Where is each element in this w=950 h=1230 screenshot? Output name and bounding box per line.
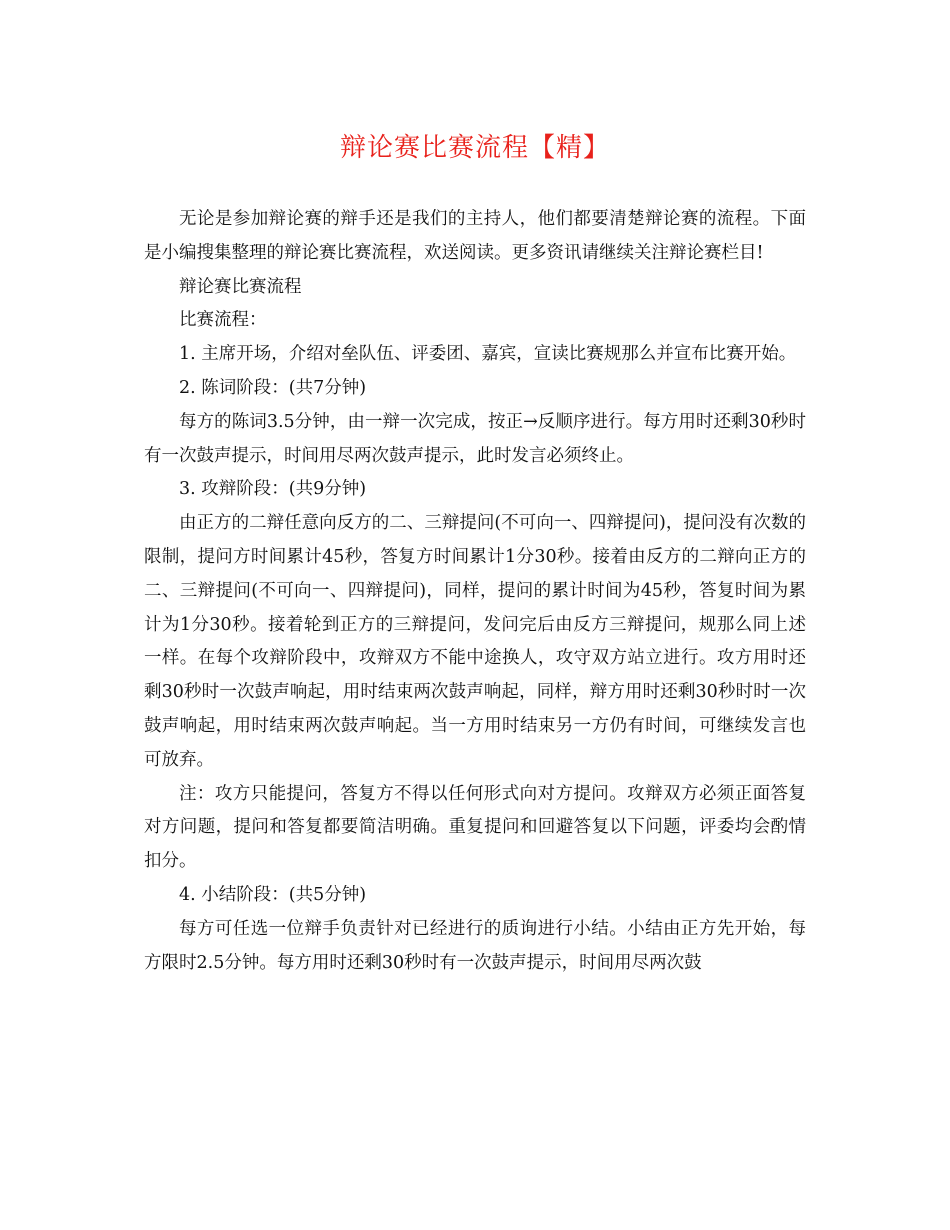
paragraph-step-2-heading: 2. 陈词阶段：(共7分钟) [179,377,367,398]
paragraph-note: 注：攻方只能提问，答复方不得以任何形式向对方提问。攻辩双方必须正面答复对方问题，提问和答复都要简洁明确。重复提问和回避答复以下问题，评委均会酌情扣分。 [144,783,806,872]
document-body [144,203,806,980]
paragraph-step-4-heading: 4. 小结阶段：(共5分钟) [179,884,367,905]
paragraph-step-1: 1. 主席开场，介绍对垒队伍、评委团、嘉宾，宣读比赛规那么并宣布比赛开始。 [179,344,797,365]
paragraph-heading: 辩论赛比赛流程 [179,276,302,297]
paragraph-intro: 无论是参加辩论赛的辩手还是我们的主持人，他们都要清楚辩论赛的流程。下面是小编搜集整理的辩论赛比赛流程，欢送阅读。更多资讯请继续关注辩论赛栏目! [144,209,806,263]
paragraph-step-3-heading: 3. 攻辩阶段：(共9分钟) [179,479,367,500]
paragraph-step-3-body: 由正方的二辩任意向反方的二、三辩提问(不可向一、四辩提问)，提问没有次数的限制，提问方时间累计45秒，答复方时间累计1分30秒。接着由反方的二辩向正方的二、三辩提问(不可向一、四辩提问)，同样，提问的累计时间为45秒，答复时间为累计为1分30秒。接着轮到正方的三辩提问，发问完后由反方三辩提问，规那么同上述一样。在每个攻辩阶段中，攻辩双方不能中途换人，攻守双方站立进行。攻方用时还剩30秒时一次鼓声响起，用时结束两次鼓声响起，同样，辩方用时还剩30秒时时一次鼓声响起，用时结束两次鼓声响起。当一方用时结束另一方仍有时间，可继续发言也可放弃。 [144,513,806,770]
document-title: 辩论赛比赛流程【精】 [339,133,610,163]
paragraph-process-label: 比赛流程： [179,310,267,331]
paragraph-step-2-body: 每方的陈词3.5分钟，由一辩一次完成，按正→反顺序进行。每方用时还剩30秒时有一次鼓声提示，时间用尽两次鼓声提示，此时发言必须终止。 [144,411,806,466]
paragraph-step-4-body: 每方可任选一位辩手负责针对已经进行的质询进行小结。小结由正方先开始，每方限时2.5分钟。每方用时还剩30秒时有一次鼓声提示，时间用尽两次鼓 [144,918,806,973]
